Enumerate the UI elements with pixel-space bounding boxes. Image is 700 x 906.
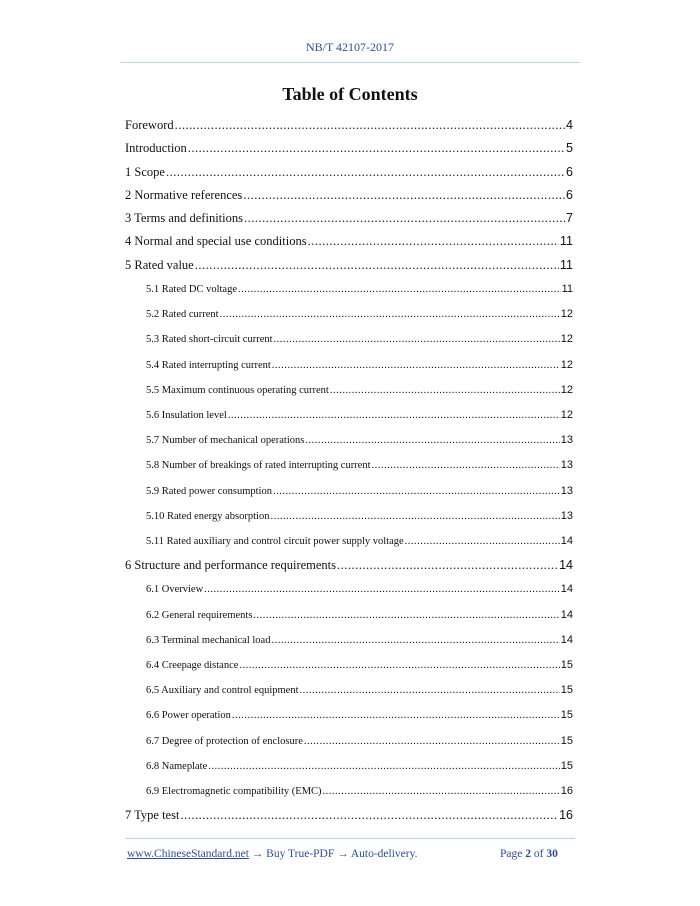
footer-promo — [127, 848, 417, 860]
toc-entry-label: 6.1 Overview — [146, 584, 204, 596]
toc-dot-leader — [208, 754, 560, 779]
toc-dot-leader — [232, 703, 560, 728]
toc-entry[interactable] — [125, 428, 573, 453]
toc-entry-page: 12 — [560, 409, 573, 422]
toc-dot-leader — [175, 114, 565, 137]
page-current: 2 — [525, 848, 531, 860]
toc-dot-leader — [180, 804, 558, 827]
toc-entry-page: 4 — [566, 118, 573, 132]
toc-dot-leader — [220, 302, 560, 327]
toc-entry-page: 15 — [560, 659, 573, 671]
toc-entry[interactable] — [125, 554, 573, 577]
toc-entry-page: 14 — [560, 608, 573, 621]
toc-entry-label: Introduction — [125, 141, 187, 156]
toc-dot-leader — [405, 529, 560, 554]
toc-entry-page: 13 — [560, 484, 573, 497]
toc-entry[interactable] — [125, 603, 573, 628]
toc-entry-page: 7 — [566, 211, 573, 226]
toc-entry[interactable] — [125, 230, 573, 253]
toc-entry[interactable] — [125, 207, 573, 230]
toc-dot-leader — [272, 353, 560, 378]
toc-entry-page: 15 — [560, 709, 573, 722]
page-word: Page — [500, 848, 523, 860]
toc-entry-page: 14 — [560, 534, 573, 547]
toc-dot-leader — [274, 327, 560, 352]
toc-entry-page: 13 — [560, 434, 573, 447]
toc-entry[interactable] — [125, 703, 573, 728]
toc-dot-leader — [253, 603, 559, 628]
toc-entry-label: 3 Terms and definitions — [125, 211, 243, 226]
toc-entry[interactable] — [125, 302, 573, 327]
toc-entry-page: 13 — [560, 509, 573, 522]
toc-dot-leader — [305, 428, 559, 453]
toc-entry[interactable] — [125, 628, 573, 653]
toc-entry-label: 6 Structure and performance requirements — [125, 558, 337, 573]
document-code: NB/T 42107-2017 — [305, 40, 395, 54]
toc-dot-leader — [204, 577, 560, 602]
toc-entry-page: 12 — [560, 308, 573, 321]
toc-entry-label: 6.8 Nameplate — [146, 760, 208, 772]
toc-entry-page: 5 — [566, 141, 573, 156]
toc-entry-page: 14 — [560, 633, 573, 646]
toc-entry-page: 6 — [566, 164, 573, 179]
toc-dot-leader — [243, 184, 565, 207]
toc-entry-label: 5 Rated value — [125, 257, 194, 272]
toc-entry[interactable] — [125, 114, 573, 137]
toc-entry[interactable] — [125, 137, 573, 160]
toc-entry[interactable] — [125, 479, 573, 504]
toc-dot-leader — [304, 729, 560, 754]
toc-entry[interactable] — [125, 754, 573, 779]
toc-entry-page: 15 — [560, 684, 573, 697]
toc-entry[interactable] — [125, 327, 573, 352]
toc-entry-label: 6.3 Terminal mechanical load — [146, 634, 271, 646]
toc-entry[interactable] — [125, 529, 573, 554]
toc-entry[interactable] — [125, 161, 573, 184]
toc-entry[interactable] — [125, 378, 573, 403]
toc-dot-leader — [330, 378, 560, 403]
toc-entry[interactable] — [125, 653, 573, 678]
toc-entry-page: 16 — [560, 784, 573, 797]
toc-dot-leader — [239, 653, 559, 678]
header-divider — [120, 62, 580, 63]
toc-entry-label: 4 Normal and special use conditions — [125, 234, 307, 249]
toc-entry[interactable] — [125, 277, 573, 302]
toc-dot-leader — [270, 504, 559, 529]
of-word: of — [533, 848, 544, 860]
page-indicator — [500, 848, 558, 860]
toc-entry-label: 6.2 General requirements — [146, 609, 253, 621]
toc-entry[interactable] — [125, 504, 573, 529]
toc-entry-label: 5.2 Rated current — [146, 309, 219, 321]
toc-dot-leader — [308, 230, 559, 253]
toc-dot-leader — [271, 628, 559, 653]
toc-entry-label: 5.7 Number of mechanical operations — [146, 435, 305, 447]
toc-entry-label: 5.9 Rated power consumption — [146, 485, 272, 497]
toc-entry[interactable] — [125, 729, 573, 754]
toc-entry[interactable] — [125, 184, 573, 207]
toc-entry-label: 7 Type test — [125, 808, 180, 823]
toc-dot-leader — [372, 453, 560, 478]
toc-entry[interactable] — [125, 577, 573, 602]
promo-text: → Buy True-PDF → Auto-delivery. — [248, 848, 418, 860]
toc-entry-page: 12 — [560, 358, 573, 371]
toc-dot-leader — [273, 479, 560, 504]
toc-entry[interactable] — [125, 678, 573, 703]
toc-entry-page: 13 — [560, 459, 573, 472]
toc-entry-label: 1 Scope — [125, 164, 165, 179]
toc-entry-page: 14 — [559, 558, 573, 573]
toc-entry[interactable] — [125, 804, 573, 827]
toc-entry[interactable] — [125, 254, 573, 277]
toc-entry-page: 11 — [560, 234, 573, 249]
toc-entry-page: 16 — [559, 808, 573, 823]
toc-entry[interactable] — [125, 353, 573, 378]
page-total: 30 — [546, 848, 558, 860]
toc-dot-leader — [244, 207, 565, 230]
toc-entry-label: 5.8 Number of breakings of rated interrupting current — [146, 460, 371, 472]
toc-entry-label: 5.3 Rated short-circuit current — [146, 334, 273, 346]
toc-dot-leader — [337, 554, 558, 577]
toc-entry-label: 6.5 Auxiliary and control equipment — [146, 685, 299, 697]
toc-dot-leader — [238, 277, 561, 302]
toc-dot-leader — [228, 403, 560, 428]
toc-entry-page: 11 — [561, 283, 573, 296]
toc-entry[interactable] — [125, 403, 573, 428]
toc-dot-leader — [188, 137, 565, 160]
toc-list — [125, 114, 573, 827]
footer-divider — [125, 838, 575, 839]
toc-entry-page: 11 — [560, 257, 573, 272]
toc-entry-label: 6.4 Creepage distance — [146, 660, 239, 671]
toc-dot-leader — [195, 254, 559, 277]
toc-entry-label: 5.10 Rated energy absorption — [146, 510, 270, 522]
toc-entry-label: 6.7 Degree of protection of enclosure — [146, 735, 303, 747]
toc-entry-page: 14 — [560, 583, 573, 596]
toc-dot-leader — [323, 779, 560, 804]
toc-entry-label: Foreword — [125, 118, 174, 132]
toc-entry-page: 12 — [560, 383, 573, 396]
toc-entry-page: 12 — [560, 333, 573, 346]
toc-entry-page: 6 — [566, 187, 573, 202]
toc-entry-page: 15 — [560, 734, 573, 747]
page-title: Table of Contents — [282, 84, 418, 104]
toc-entry-label: 6.9 Electromagnetic compatibility (EMC) — [146, 785, 322, 797]
site-link[interactable]: www.ChineseStandard.net — [127, 848, 249, 860]
toc-entry-label: 5.4 Rated interrupting current — [146, 359, 271, 371]
toc-dot-leader — [300, 678, 560, 703]
toc-entry[interactable] — [125, 779, 573, 804]
toc-dot-leader — [166, 161, 565, 184]
toc-entry-page: 15 — [560, 759, 573, 772]
toc-entry-label: 5.5 Maximum continuous operating current — [146, 384, 329, 396]
toc-entry[interactable] — [125, 453, 573, 478]
toc-entry-label: 2 Normative references — [125, 187, 243, 202]
toc-entry-label: 5.11 Rated auxiliary and control circuit power supply voltage — [146, 535, 404, 547]
toc-entry-label: 5.1 Rated DC voltage — [146, 284, 237, 296]
toc-entry-label: 5.6 Insulation level — [146, 410, 227, 422]
toc-entry-label: 6.6 Power operation — [146, 710, 231, 722]
